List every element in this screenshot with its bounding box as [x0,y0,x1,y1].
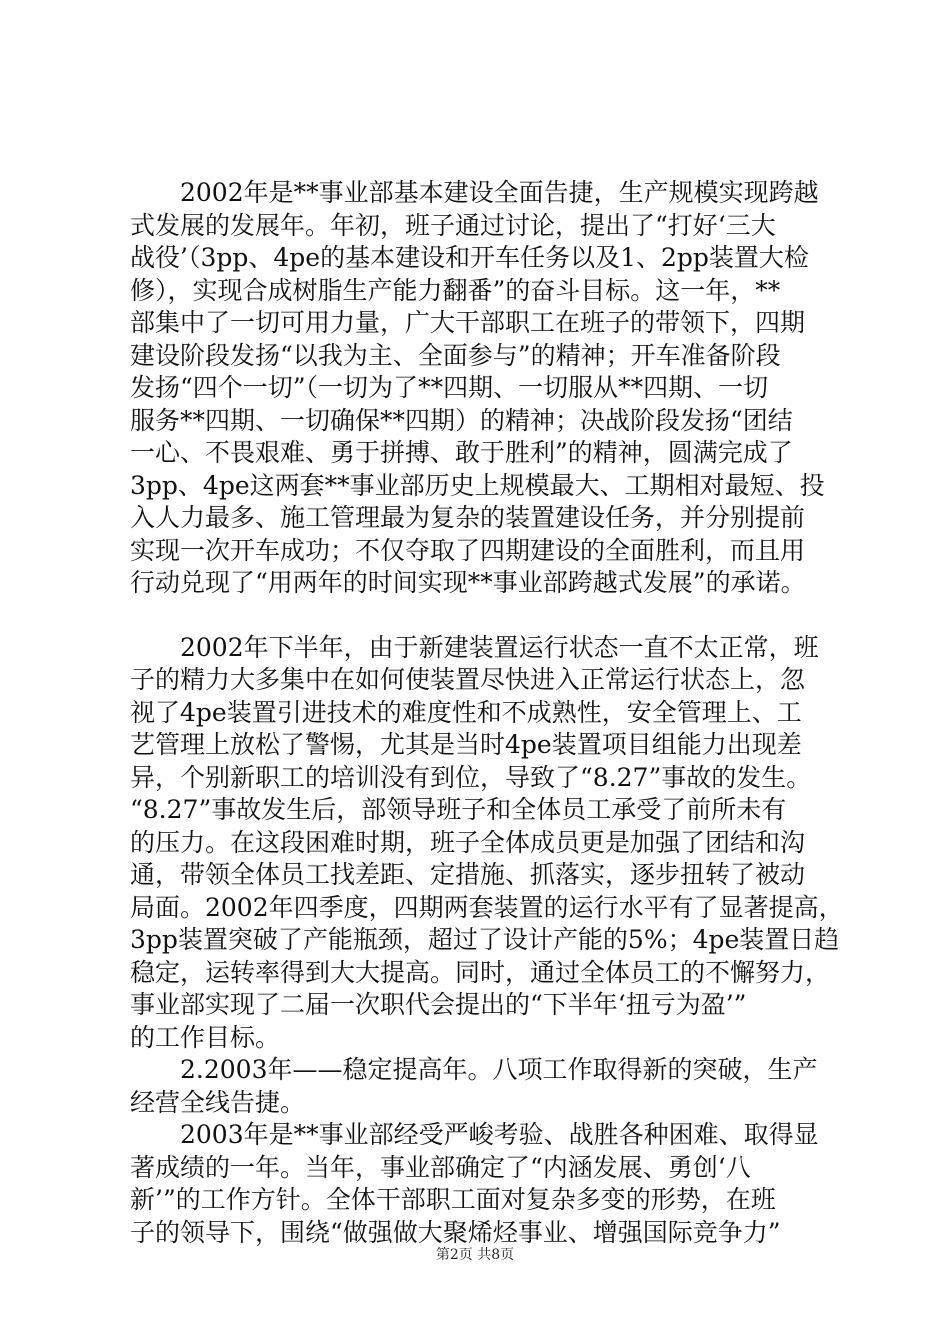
text-line: 的工作目标。 [130,1022,281,1052]
text-line: 发扬“四个一切”（一切为了**四期、一切服从**四期、一切 [130,373,769,402]
page-number-footer: 第2页 共8页 [435,1247,515,1263]
text-line: 2002年是**事业部基本建设全面告捷，生产规模实现跨越 [180,178,819,207]
text-line: 经营全线告捷。 [130,1087,306,1117]
section-heading-2003 [130,1054,850,1119]
text-line: 异，个别新职工的培训没有到位，导致了“8.27”事故的发生。 [130,762,812,792]
text-line: 2002年下半年，由于新建装置运行状态一直不太正常，班 [180,632,819,662]
text-line: 稳定，运转率得到大大提高。同时，通过全体员工的不懈努力， [130,957,831,987]
text-line: 新’”的工作方针。全体干部职工面对复杂多变的形势，在班 [130,1185,776,1214]
text-line: 一心、不畏艰难、勇于拼搏、敢于胜利”的精神，圆满完成了 [130,438,793,467]
text-line: 3pp、4pe这两套**事业部历史上规模最大、工期相对最短、投 [130,470,825,500]
text-line: 实现一次开车成功；不仅夺取了四期建设的全面胜利，而且用 [130,535,806,565]
text-line: 3pp装置突破了产能瓶颈，超过了设计产能的5%；4pe装置日趋 [130,925,840,954]
text-line: 部集中了一切可用力量，广大干部职工在班子的带领下，四期 [130,308,806,337]
text-line: 通，带领全体员工找差距、定措施、抓落实，逐步扭转了被动 [130,860,806,889]
text-line: 式发展的发展年。年初，班子通过讨论，提出了“打好‘三大 [130,210,776,240]
text-line: 2003年是**事业部经受严峻考验、战胜各种困难、取得显 [180,1120,819,1149]
text-line: 行动兑现了“用两年的时间实现**事业部跨越式发展”的承诺。 [130,568,806,597]
text-line: 事业部实现了二届一次职代会提出的“下半年‘扭亏为盈’” [130,990,747,1019]
text-line: 子的精力大多集中在如何使装置尽快进入正常运行状态上，忽 [130,665,806,694]
paragraph-1 [130,177,850,600]
paragraph-spacer [130,600,850,632]
text-line: 的压力。在这段困难时期，班子全体成员更是加强了团结和沟 [130,827,806,857]
text-line: 视了4pe装置引进技术的难度性和不成熟性，安全管理上、工 [130,697,802,727]
document-body [130,177,850,1249]
paragraph-2 [130,632,850,1055]
text-line: 服务**四期、一切确保**四期）的精神；决战阶段发扬“团结 [130,405,793,435]
text-line: 子的领导下，围绕“做强做大聚烯烃事业、增强国际竞争力” [130,1217,781,1247]
text-line: 建设阶段发扬“以我为主、全面参与”的精神；开车准备阶段 [130,340,781,370]
text-line: 修），实现合成树脂生产能力翻番”的奋斗目标。这一年，** [130,275,781,305]
text-line: 局面。2002年四季度，四期两套装置的运行水平有了显著提高， [130,892,844,922]
paragraph-4 [130,1119,850,1249]
text-line: 战役’（3pp、4pe的基本建设和开车任务以及1、2pp装置大检 [130,243,809,272]
text-line: 入人力最多、施工管理最为复杂的装置建设任务，并分别提前 [130,503,806,532]
text-line: 艺管理上放松了警惕，尤其是当时4pe装置项目组能力出现差 [130,730,802,759]
text-line: 著成绩的一年。当年，事业部确定了“内涵发展、勇创‘八 [130,1152,751,1182]
text-line: “8.27”事故发生后，部领导班子和全体员工承受了前所未有 [130,795,787,824]
text-line: 2.2003年——稳定提高年。八项工作取得新的突破，生产 [180,1055,818,1084]
